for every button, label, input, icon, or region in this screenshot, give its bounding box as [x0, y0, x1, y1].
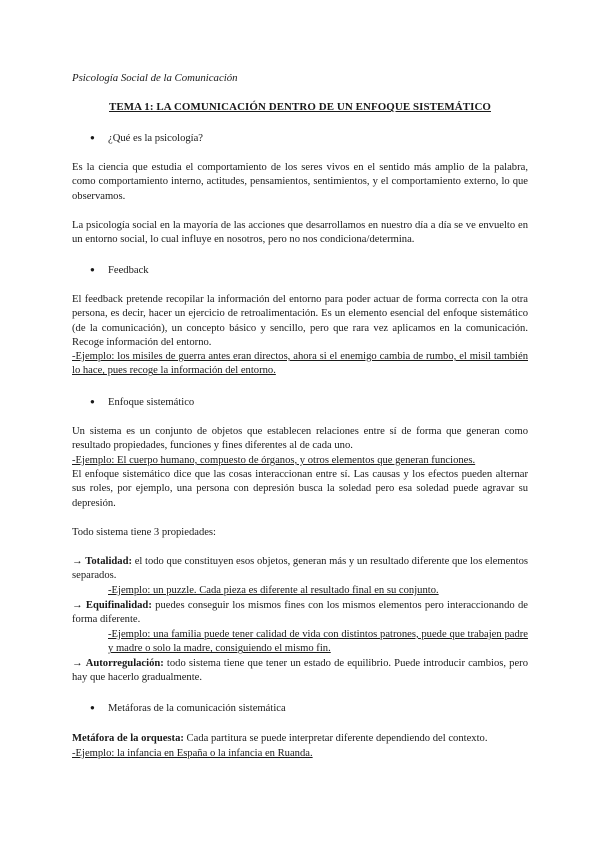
bullet-label: Feedback — [108, 265, 149, 276]
arrow-icon: → — [72, 600, 83, 611]
paragraph-enfoque: El enfoque sistemático dice que las cosas interaccionan entre sí. Las causas y los efectos pueden alternar sus roles, por ejemplo, una persona con depresión busca la soledad pero esa soledad puede agravar su depresión. — [72, 469, 528, 509]
example-text: -Ejemplo: un puzzle. Cada pieza es diferente al resultado final en su conjunto. — [108, 585, 439, 596]
property-label: Totalidad: — [85, 556, 132, 567]
bullet-dot: ● — [90, 703, 95, 712]
property-label: Equifinalidad: — [85, 600, 152, 611]
paragraph-orquesta — [72, 732, 528, 746]
metaphor-label: Metáfora de la orquesta: — [72, 733, 184, 744]
arrow-icon: → — [72, 658, 83, 669]
paragraph-propiedades: Todo sistema tiene 3 propiedades: — [72, 527, 217, 538]
arrow-icon: → — [72, 556, 83, 567]
example-puzzle — [72, 584, 528, 598]
property-label: Autorregulación: — [85, 658, 164, 669]
property-text: puedes conseguir los mismos fines con los mismos elementos pero interaccionando de forma diferente. — [72, 600, 528, 626]
paragraph-psicologia-social: La psicología social en la mayoría de las acciones que desarrollamos en nuestro día a día se ve envuelto en un entorno social, lo cual influye en nosotros, pero no nos condiciona/determina. — [72, 220, 528, 246]
bullet-dot: ● — [90, 397, 95, 406]
bullet-label: Enfoque sistemático — [108, 397, 195, 408]
property-equifinalidad — [72, 599, 528, 628]
bullet-que-es-psicologia — [90, 131, 510, 146]
bullet-metaforas — [90, 701, 510, 716]
example-familia: -Ejemplo: una familia puede tener calidad de vida con distintos patrones, puede que trabajen padre y madre o solo la madre, consiguiendo el mismo fin. — [108, 629, 528, 655]
paragraph-sistema: Un sistema es un conjunto de objetos que establecen relaciones entre sí de forma que generan como resultado propiedades, funciones y fines diferentes al de cada uno. — [72, 426, 528, 452]
page-title: TEMA 1: LA COMUNICACIÓN DENTRO DE UN ENFOQUE SISTEMÁTICO — [109, 101, 491, 113]
example-feedback: -Ejemplo: los misiles de guerra antes eran directos, ahora si el enemigo cambia de rumbo, el misil también lo hace, pues recoge la información del entorno. — [72, 351, 528, 377]
bullet-label: Metáforas de la comunicación sistemática — [108, 703, 286, 714]
bullet-dot: ● — [90, 133, 95, 142]
document-header: Psicología Social de la Comunicación — [72, 72, 238, 84]
bullet-feedback — [90, 263, 510, 278]
bullet-enfoque-sistematico — [90, 395, 510, 410]
example-infancia: -Ejemplo: la infancia en España o la infancia en Ruanda. — [72, 748, 313, 759]
property-text: el todo que constituyen esos objetos, generan más y un resultado diferente que los elementos separados. — [72, 556, 528, 582]
property-text: todo sistema tiene que tener un estado de equilibrio. Puede introducir cambios, pero hay que hacerlo gradualmente. — [72, 658, 528, 684]
property-totalidad — [72, 555, 528, 584]
metaphor-text: Cada partitura se puede interpretar diferente dependiendo del contexto. — [183, 733, 488, 744]
bullet-label: ¿Qué es la psicología? — [108, 133, 204, 144]
paragraph-feedback: El feedback pretende recopilar la información del entorno para poder actuar de forma correcta con la otra persona, es decir, hacer un ejercicio de retroalimentación. Es un elemento esencial del enfoque sistemático (de la comunicación), un concepto básico y sencillo, pero que rara vez aplicamos en la comunicación. Recoge información del entorno. — [72, 294, 528, 349]
example-cuerpo-humano: -Ejemplo: El cuerpo humano, compuesto de órganos, y otros elementos que generan funciones. — [72, 455, 476, 466]
paragraph-definicion: Es la ciencia que estudia el comportamiento de los seres vivos en el sentido más amplio de la palabra, como comportamiento interno, actitudes, pensamientos, sentimientos, y el comportamiento externo, lo que observamos. — [72, 162, 528, 202]
property-autorregulacion — [72, 657, 528, 686]
bullet-dot: ● — [90, 265, 95, 274]
